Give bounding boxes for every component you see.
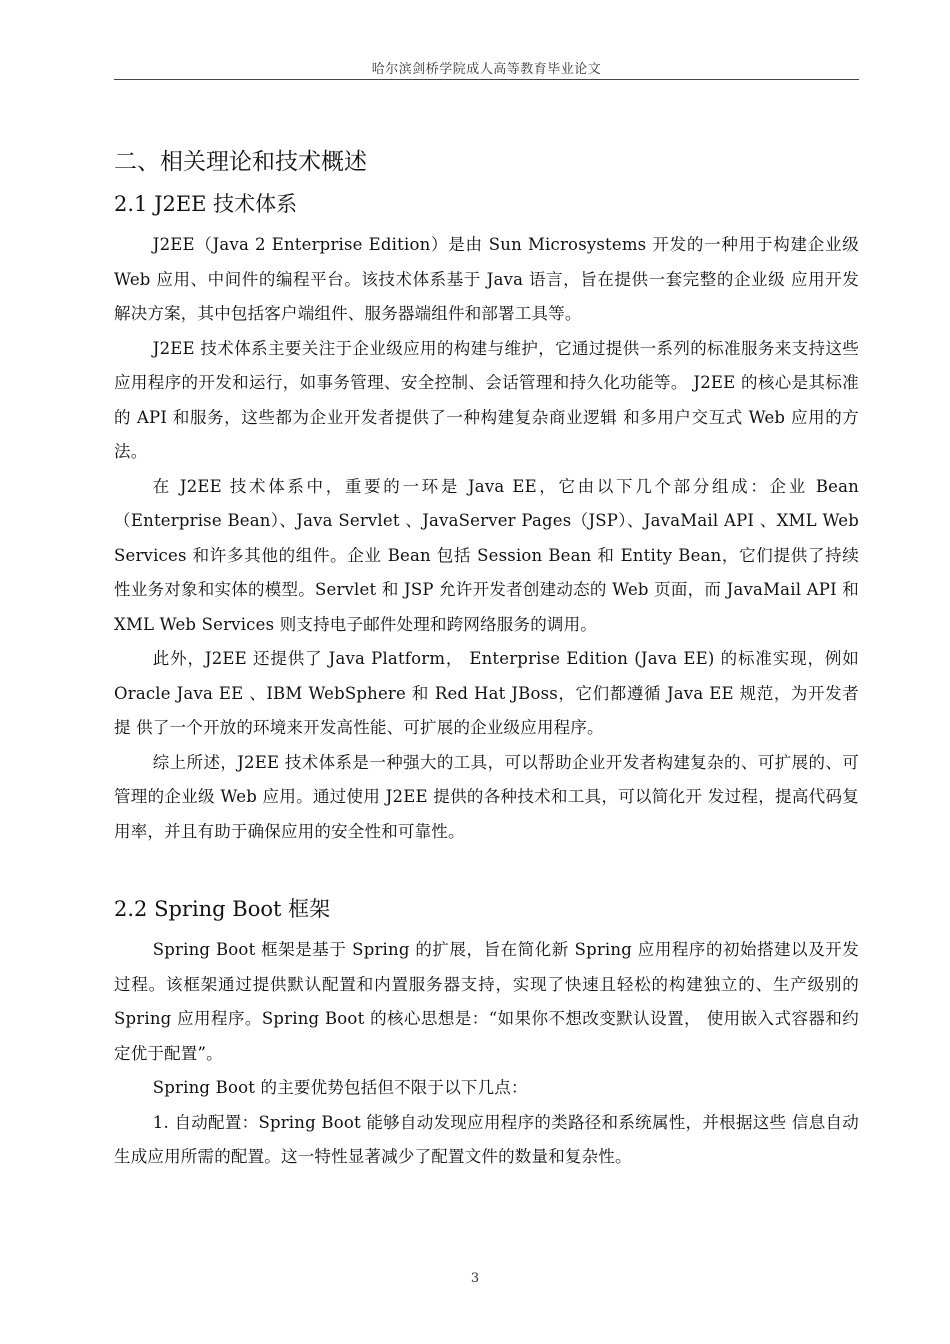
paragraph: 在 J2EE 技术体系中，重要的一环是 Java EE，它由以下几个部分组成：企业 Bean（Enterprise Bean）、Java Servlet 、JavaServer Pages（JSP）、JavaMail API 、XML Web Services 和许多其他的组件。企业 Bean 包括 Session Bean 和 Entity Bean，它们提供了持续 性业务对象和实体的模型。Servlet 和 JSP 允许开发者创建动态的 Web 页面，而 JavaMail API 和 XML Web Services 则支持电子邮件处理和跨网络服务的调用。 [114,476,859,634]
paragraph: 综上所述，J2EE 技术体系是一种强大的工具，可以帮助企业开发者构建复杂的、可扩展的、可管理的企业级 Web 应用。通过使用 J2EE 提供的各种技术和工具，可以简化开 发过程，提高代码复用率，并且有助于确保应用的安全性和可靠性。 [114,752,859,841]
paragraph: Spring Boot 框架是基于 Spring 的扩展，旨在简化新 Spring 应用程序的初始搭建以及开发过程。该框架通过提供默认配置和内置服务器支持，实现了快速且轻松的构建独立的、生产级别的 Spring 应用程序。Spring Boot 的核心思想是：“如果你不想改变默认设置， 使用嵌入式容器和约定优于配置”。 [114,940,859,1063]
running-header: 哈尔滨剑桥学院成人高等教育毕业论文 [371,62,602,77]
section-title-2-1: 2.1 J2EE 技术体系 [114,192,298,216]
paragraph: J2EE（Java 2 Enterprise Edition）是由 Sun Microsystems 开发的一种用于构建企业级 Web 应用、中间件的编程平台。该技术体系基于 Java 语言，旨在提供一套完整的企业级 应用开发解决方案，其中包括客户端组件、服务器端组件和部署工具等。 [114,235,859,323]
chapter-title: 二、相关理论和技术概述 [114,149,367,175]
paragraph: Spring Boot 的主要优势包括但不限于以下几点： [152,1078,528,1097]
page-number: 3 [470,1271,480,1286]
paragraph: 此外，J2EE 还提供了 Java Platform， Enterprise Edition (Java EE) 的标准实现，例如 Oracle Java EE 、IBM WebSphere 和 Red Hat JBoss，它们都遵循 Java EE 规范，为开发者提 供了一个开放的环境来开发高性能、可扩展的企业级应用程序。 [114,649,859,737]
header-divider [114,79,859,80]
list-item: 1. 自动配置：Spring Boot 能够自动发现应用程序的类路径和系统属性，并根据这些 信息自动生成应用所需的配置。这一特性显著减少了配置文件的数量和复杂性。 [114,1112,859,1166]
section-title-2-2: 2.2 Spring Boot 框架 [114,897,331,921]
page-body [114,140,859,1175]
paragraph: J2EE 技术体系主要关注于企业级应用的构建与维护，它通过提供一系列的标准服务来支持这些应用程序的开发和运行，如事务管理、安全控制、会话管理和持久化功能等。 J2EE 的核心是其标准的 API 和服务，这些都为企业开发者提供了一种构建复杂商业逻辑 和多用户交互式 Web 应用的方法。 [114,338,859,461]
